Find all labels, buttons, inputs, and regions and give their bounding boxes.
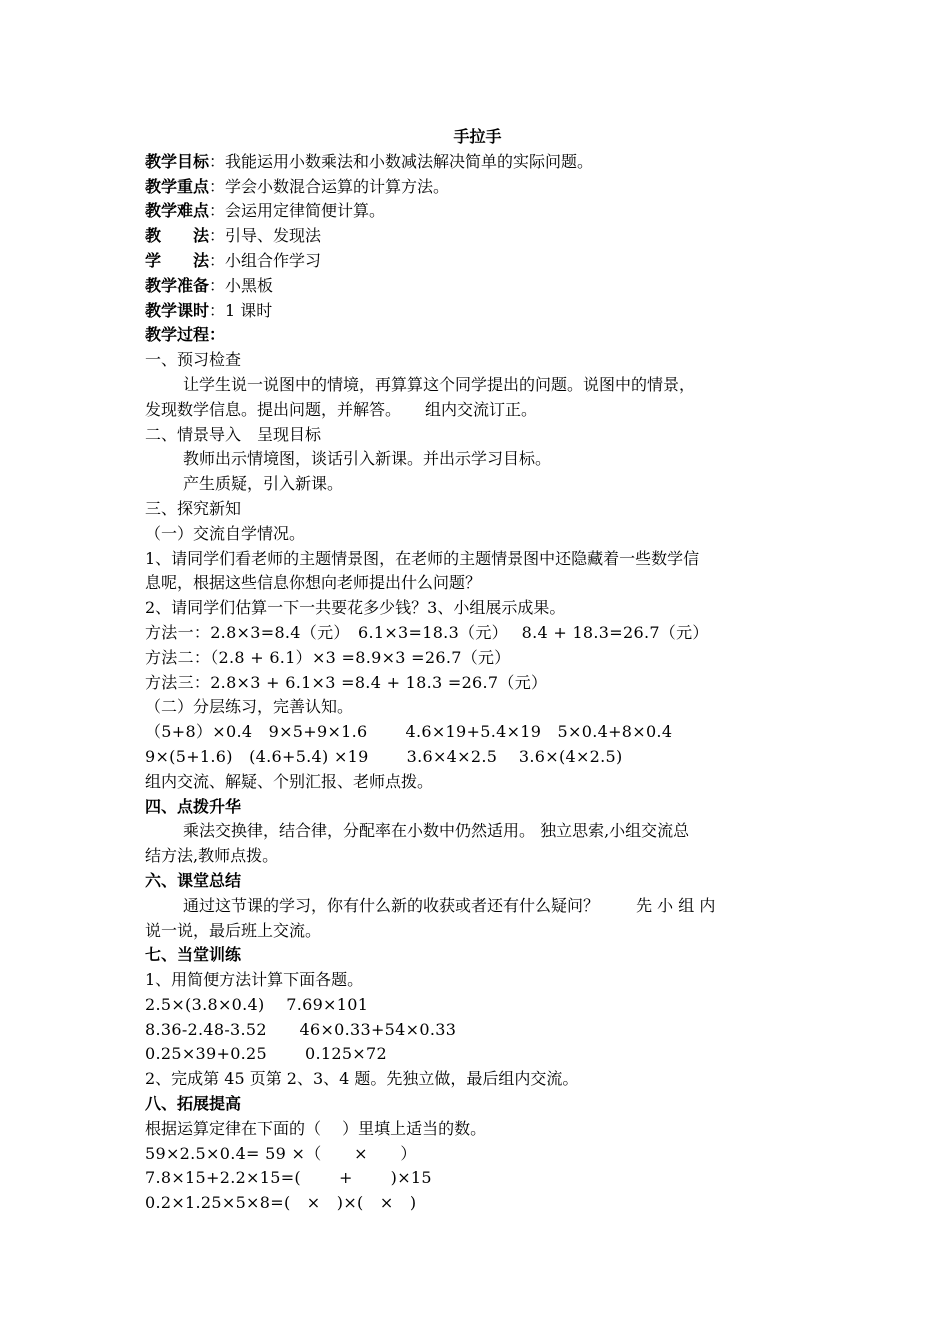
- meta-label: 教学课时: [145, 300, 210, 320]
- section-heading: 八、拓展提高: [145, 1094, 242, 1114]
- meta-sep: ：: [209, 325, 226, 345]
- paragraph-line: 2、完成第 45 页第 2、3、4 题。先独立做，最后组内交流。: [145, 1069, 579, 1089]
- fill-blank-line: 7.8×15+2.2×15=( + )×15: [145, 1168, 432, 1188]
- paragraph-line: 1、请同学们看老师的主题情景图，在老师的主题情景图中还隐藏着一些数学信: [145, 548, 700, 568]
- fill-blank-line: 59×2.5×0.4= 59 ×（ × ）: [145, 1143, 417, 1163]
- meta-sep: ：: [209, 275, 226, 295]
- meta-row-goal: [145, 150, 810, 175]
- exercise-line: 8.36-2.48-3.52 46×0.33+54×0.33: [145, 1019, 457, 1039]
- paragraph-line: 息呢，根据这些信息你想向老师提出什么问题？: [145, 573, 482, 593]
- document-title: 手拉手: [453, 127, 502, 146]
- paragraph-line: 教师出示情境图，谈话引入新课。并出示学习目标。: [183, 449, 552, 469]
- meta-label: 教 法: [145, 226, 210, 246]
- section-heading: 六、课堂总结: [145, 870, 242, 890]
- meta-row-difficulty: [145, 199, 810, 224]
- paragraph-line: 组内交流、解疑、个别汇报、老师点拨。: [145, 771, 434, 791]
- meta-value: 小黑板: [225, 275, 274, 295]
- fill-blank-line: 0.2×1.25×5×8=( × )×( × ): [145, 1193, 417, 1213]
- meta-sep: ：: [209, 151, 226, 171]
- meta-label: 教学准备: [145, 275, 210, 295]
- meta-value: 我能运用小数乘法和小数减法解决简单的实际问题。: [225, 151, 594, 171]
- subsection-heading: （一）交流自学情况。: [145, 523, 306, 543]
- meta-sep: ：: [209, 201, 226, 221]
- meta-value: 会运用定律简便计算。: [225, 201, 386, 221]
- paragraph-line: 让学生说一说图中的情境，再算算这个同学提出的问题。说图中的情景，: [183, 374, 696, 394]
- meta-label: 教学目标: [145, 151, 210, 171]
- paragraph-line: 通过这节课的学习，你有什么新的收获或者还有什么疑问？ 先 小 组 内: [183, 895, 716, 915]
- method-line: 方法三：2.8×3 + 6.1×3 =8.4 + 18.3 =26.7（元）: [145, 672, 548, 692]
- paragraph-line: 结方法,教师点拨。: [145, 846, 279, 866]
- meta-sep: ：: [209, 226, 226, 246]
- section-heading: 七、当堂训练: [145, 945, 242, 965]
- meta-row-teaching-method: [145, 224, 810, 249]
- exercise-line: 9×(5+1.6) (4.6+5.4) ×19 3.6×4×2.5 3.6×(4×2.5): [145, 746, 623, 766]
- paragraph-line: 根据运算定律在下面的（ ）里填上适当的数。: [145, 1118, 487, 1138]
- meta-sep: ：: [209, 250, 226, 270]
- meta-sep: ：: [209, 300, 226, 320]
- method-line: 方法二：（2.8 + 6.1）×3 =8.9×3 =26.7（元）: [145, 647, 511, 667]
- meta-sep: ：: [209, 176, 226, 196]
- meta-value: 小组合作学习: [225, 250, 322, 270]
- section-heading: 三、探究新知: [145, 498, 242, 518]
- exercise-line: （5+8）×0.4 9×5+9×1.6 4.6×19+5.4×19 5×0.4+8×0.4: [145, 722, 673, 742]
- paragraph-line: 产生质疑，引入新课。: [183, 474, 344, 494]
- paragraph-line: 1、用简便方法计算下面各题。: [145, 970, 364, 990]
- meta-label: 教学难点: [145, 201, 210, 221]
- meta-row-preparation: [145, 274, 810, 299]
- paragraph-line: 2、请同学们估算一下一共要花多少钱？3、小组展示成果。: [145, 598, 566, 618]
- meta-label: 教学重点: [145, 176, 210, 196]
- exercise-line: 2.5×(3.8×0.4) 7.69×101: [145, 994, 369, 1014]
- exercise-line: 0.25×39+0.25 0.125×72: [145, 1044, 387, 1064]
- meta-row-process: [145, 323, 810, 348]
- paragraph-line: 说一说，最后班上交流。: [145, 920, 322, 940]
- meta-row-learning-method: [145, 249, 810, 274]
- paragraph-line: 乘法交换律，结合律，分配率在小数中仍然适用。 独立思索,小组交流总: [183, 821, 690, 841]
- meta-row-class-hours: [145, 299, 810, 324]
- paragraph-line: 发现数学信息。提出问题，并解答。 组内交流订正。: [145, 399, 538, 419]
- meta-value: 学会小数混合运算的计算方法。: [225, 176, 450, 196]
- meta-row-key-point: [145, 175, 810, 200]
- meta-label: 教学过程: [145, 325, 210, 345]
- section-heading: 四、点拨升华: [145, 796, 242, 816]
- section-heading: 二、情景导入 呈现目标: [145, 424, 322, 444]
- section-heading: 一、预习检查: [145, 350, 242, 370]
- document-page: [145, 125, 810, 1216]
- meta-value: 引导、发现法: [225, 226, 322, 246]
- method-line: 方法一：2.8×3=8.4（元） 6.1×3=18.3（元） 8.4 + 18.3=26.7（元）: [145, 622, 709, 642]
- meta-value: 1 课时: [225, 300, 273, 320]
- subsection-heading: （二）分层练习，完善认知。: [145, 697, 354, 717]
- meta-label: 学 法: [145, 250, 210, 270]
